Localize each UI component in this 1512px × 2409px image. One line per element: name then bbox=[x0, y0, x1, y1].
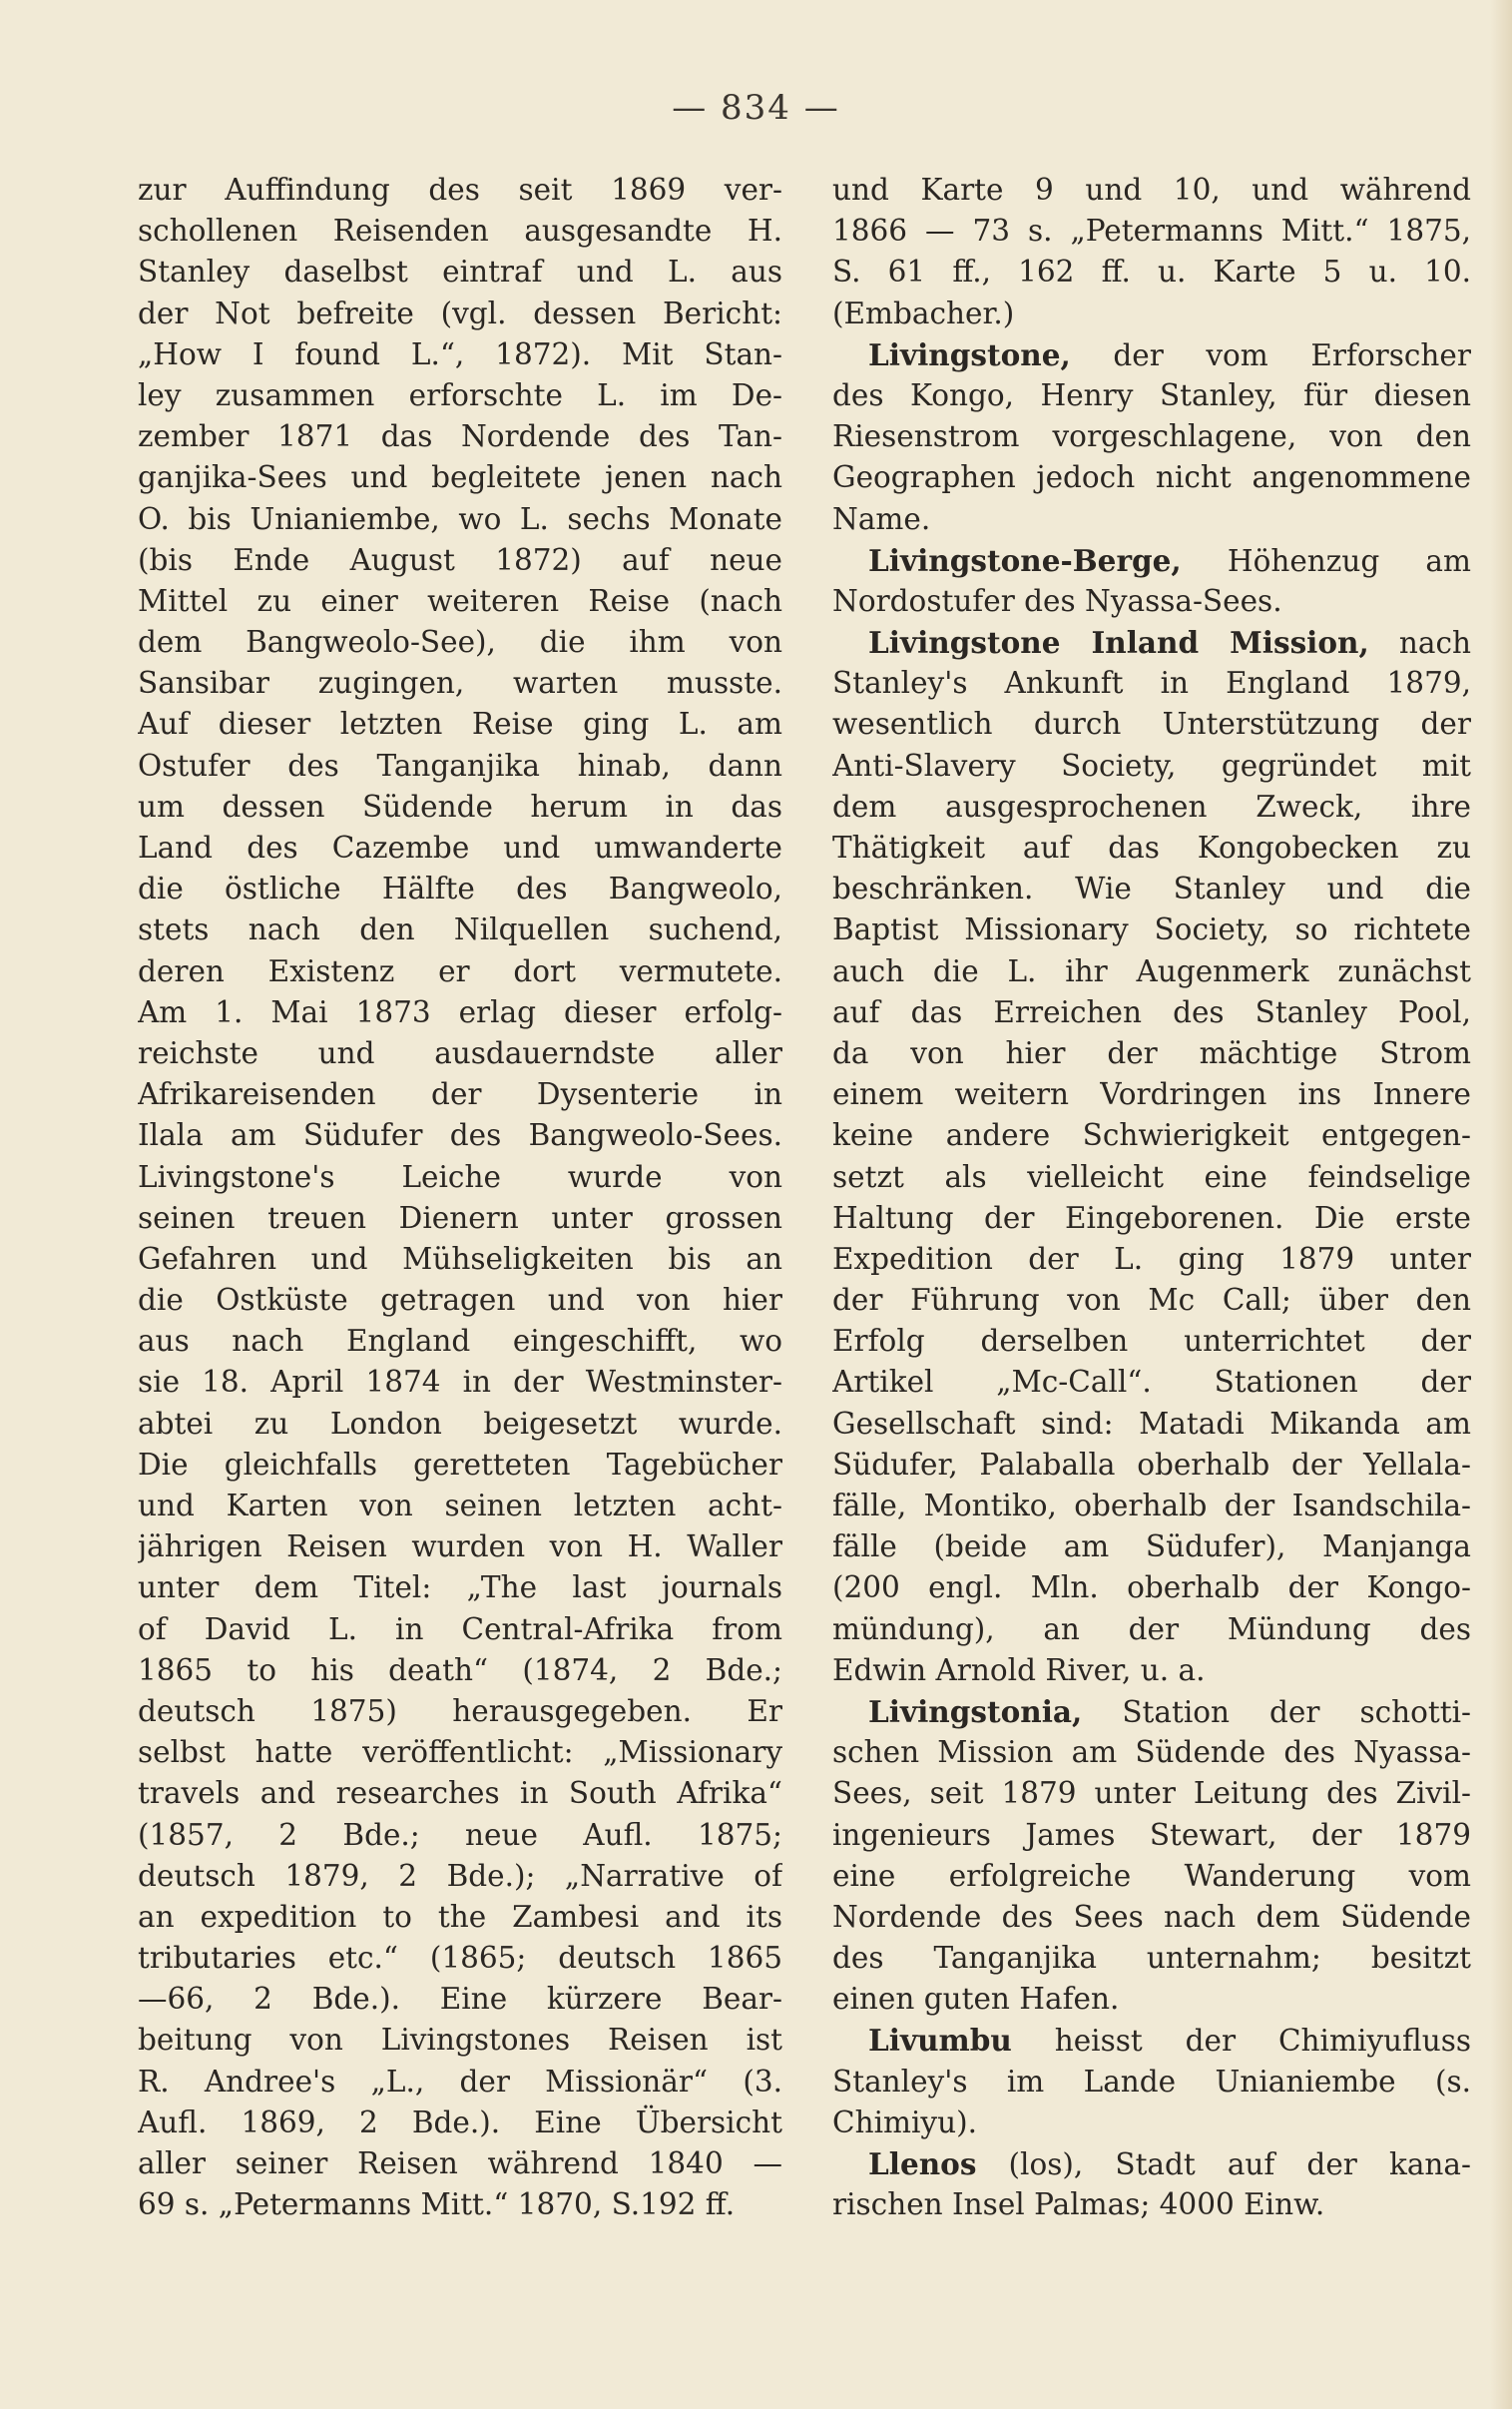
text-line: Stanley daselbst eintraf und L. aus bbox=[138, 255, 782, 290]
text-line: reichste und ausdauerndste aller bbox=[138, 1035, 782, 1070]
text-line bbox=[832, 457, 1471, 498]
text-line bbox=[832, 1321, 1471, 1362]
entry-text: heisst der Chimiyufluss bbox=[1011, 2024, 1471, 2059]
text-line bbox=[832, 787, 1471, 828]
text-line: Ilala am Südufer des Bangweolo-Sees. bbox=[138, 1118, 782, 1153]
entry-text: des Tanganjika unternahm; besitzt bbox=[832, 1941, 1471, 1976]
text-line bbox=[832, 1157, 1471, 1198]
text-line bbox=[832, 1732, 1471, 1773]
text-line bbox=[832, 2184, 1471, 2225]
entry-text: Nordostufer des Nyassa-Sees. bbox=[832, 583, 1282, 618]
text-line: Ostufer des Tanganjika hinab, dann bbox=[138, 748, 782, 783]
text-line: zur Auffindung des seit 1869 ver- bbox=[138, 173, 782, 207]
entry-text: rischen Insel Palmas; 4000 Einw. bbox=[832, 2187, 1325, 2222]
text-line: schollenen Reisenden ausgesandte H. bbox=[138, 214, 782, 249]
entry-text: (Embacher.) bbox=[832, 296, 1015, 330]
text-line: O. bis Unianiembe, wo L. sechs Monate bbox=[138, 501, 782, 536]
text-line bbox=[832, 746, 1471, 787]
text-line: deutsch 1875) herausgegeben. Er bbox=[138, 1693, 782, 1728]
text-line: Afrikareisenden der Dysenterie in bbox=[138, 1077, 782, 1112]
text-line: travels and researches in South Afrika“ bbox=[138, 1776, 782, 1811]
entry-headword: Livingstone, bbox=[868, 336, 1071, 372]
page-edge-shading bbox=[1490, 0, 1512, 2409]
text-line: ley zusammen erforschte L. im De- bbox=[138, 377, 782, 412]
text-line: an expedition to the Zambesi and its bbox=[138, 1899, 782, 1934]
entry-text: Expedition der L. ging 1879 unter bbox=[832, 1241, 1471, 1276]
entry-text: einem weitern Vordringen ins Innere bbox=[832, 1077, 1471, 1112]
text-line bbox=[832, 1362, 1471, 1403]
page-number: — 834 — bbox=[672, 88, 840, 128]
text-line: die östliche Hälfte des Bangweolo, bbox=[138, 872, 782, 906]
text-line bbox=[832, 1526, 1471, 1567]
text-line bbox=[832, 1280, 1471, 1321]
text-line bbox=[832, 1773, 1471, 1814]
text-line bbox=[832, 1074, 1471, 1115]
text-line: tributaries etc.“ (1865; deutsch 1865 bbox=[138, 1941, 782, 1976]
text-line: Auf dieser letzten Reise ging L. am bbox=[138, 707, 782, 742]
text-line: R. Andree's „L., der Missionär“ (3. bbox=[138, 2064, 782, 2099]
text-line bbox=[832, 663, 1471, 704]
text-line bbox=[832, 1445, 1471, 1486]
entry-first-line bbox=[832, 2143, 1471, 2184]
text-line: Sansibar zugingen, warten musste. bbox=[138, 666, 782, 701]
text-line bbox=[832, 2103, 1471, 2143]
text-line bbox=[832, 1650, 1471, 1691]
entry-first-line bbox=[832, 622, 1471, 663]
entry-text: Sees, seit 1879 unter Leitung des Zivil- bbox=[832, 1776, 1471, 1811]
text-line: seinen treuen Dienern unter grossen bbox=[138, 1200, 782, 1235]
text-line: selbst hatte veröffentlicht: „Missionary bbox=[138, 1735, 782, 1770]
text-line bbox=[832, 1815, 1471, 1856]
entry-text: Erfolg derselben unterrichtet der bbox=[832, 1324, 1471, 1359]
entry-text: Chimiyu). bbox=[832, 2105, 977, 2139]
entry-text: Geographen jedoch nicht angenommene bbox=[832, 460, 1471, 495]
text-line bbox=[832, 294, 1471, 334]
text-line bbox=[832, 499, 1471, 540]
text-line bbox=[832, 211, 1471, 252]
text-line: jährigen Reisen wurden von H. Waller bbox=[138, 1529, 782, 1564]
text-line bbox=[832, 252, 1471, 293]
text-line: Aufl. 1869, 2 Bde.). Eine Übersicht bbox=[138, 2105, 782, 2139]
entry-text: der Führung von Mc Call; über den bbox=[832, 1283, 1471, 1318]
entry-text: Nordende des Sees nach dem Südende bbox=[832, 1899, 1471, 1934]
entry-text: Haltung der Eingeborenen. Die erste bbox=[832, 1200, 1471, 1235]
entry-text: Name. bbox=[832, 501, 931, 536]
text-line bbox=[832, 1979, 1471, 2020]
text-line: deutsch 1879, 2 Bde.); „Narrative of bbox=[138, 1858, 782, 1893]
entry-headword: Livingstone-Berge, bbox=[868, 542, 1182, 578]
text-line: um dessen Südende herum in das bbox=[138, 789, 782, 824]
text-line: aus nach England eingeschifft, wo bbox=[138, 1324, 782, 1359]
text-line bbox=[832, 1115, 1471, 1156]
text-line: Die gleichfalls geretteten Tagebücher bbox=[138, 1447, 782, 1482]
text-line bbox=[832, 375, 1471, 416]
text-line: unter dem Titel: „The last journals bbox=[138, 1570, 782, 1605]
text-line bbox=[832, 1239, 1471, 1280]
text-line bbox=[832, 1033, 1471, 1074]
entry-text: Baptist Missionary Society, so richtete bbox=[832, 912, 1471, 947]
text-line bbox=[832, 1404, 1471, 1445]
entry-text: auch die L. ihr Augenmerk zunächst bbox=[832, 953, 1471, 988]
entry-text: Höhenzug am bbox=[1181, 543, 1471, 578]
entry-text: Station der schotti- bbox=[1082, 1694, 1471, 1729]
left-column bbox=[138, 170, 782, 2225]
entry-headword: Livumbu bbox=[868, 2023, 1012, 2059]
text-line: Gefahren und Mühseligkeiten bis an bbox=[138, 1241, 782, 1276]
text-line bbox=[832, 1938, 1471, 1979]
text-line: abtei zu London beigesetzt wurde. bbox=[138, 1406, 782, 1441]
text-line bbox=[832, 1897, 1471, 1938]
text-line bbox=[832, 581, 1471, 622]
text-line bbox=[832, 992, 1471, 1033]
entry-text: Südufer, Palaballa oberhalb der Yellala- bbox=[832, 1447, 1471, 1482]
text-line: 69 s. „Petermanns Mitt.“ 1870, S.192 ff. bbox=[138, 2187, 736, 2222]
entry-text: eine erfolgreiche Wanderung vom bbox=[832, 1858, 1471, 1893]
text-line bbox=[832, 1856, 1471, 1897]
text-line: of David L. in Central-Afrika from bbox=[138, 1611, 782, 1646]
text-line: und Karten von seinen letzten acht- bbox=[138, 1489, 782, 1522]
text-line: „How I found L.“, 1872). Mit Stan- bbox=[138, 336, 782, 371]
text-line bbox=[832, 1486, 1471, 1526]
text-line bbox=[832, 869, 1471, 909]
text-line: Land des Cazembe und umwanderte bbox=[138, 831, 782, 865]
entry-text: schen Mission am Südende des Nyassa- bbox=[832, 1735, 1471, 1770]
text-line: sie 18. April 1874 in der Westminster- bbox=[138, 1365, 782, 1400]
right-column bbox=[832, 170, 1471, 2225]
text-line bbox=[832, 828, 1471, 869]
entry-text: mündung), an der Mündung des bbox=[832, 1611, 1471, 1646]
entry-text: Thätigkeit auf das Kongobecken zu bbox=[832, 831, 1471, 865]
text-line: der Not befreite (vgl. dessen Bericht: bbox=[138, 296, 782, 330]
entry-headword: Livingstonia, bbox=[868, 1693, 1083, 1729]
entry-text: auf das Erreichen des Stanley Pool, bbox=[832, 994, 1471, 1029]
entry-text: einen guten Hafen. bbox=[832, 1982, 1120, 2017]
entry-first-line bbox=[832, 334, 1471, 375]
text-line: deren Existenz er dort vermutete. bbox=[138, 953, 782, 988]
entry-text: (los), Stadt auf der kana- bbox=[976, 2147, 1471, 2181]
entry-text: ingenieurs James Stewart, der 1879 bbox=[832, 1817, 1471, 1852]
text-line: die Ostküste getragen und von hier bbox=[138, 1283, 782, 1318]
entry-text: Artikel „Mc-Call“. Stationen der bbox=[832, 1365, 1471, 1400]
text-line: (1857, 2 Bde.; neue Aufl. 1875; bbox=[138, 1817, 782, 1852]
text-line: dem Bangweolo-See), die ihm von bbox=[138, 625, 782, 660]
text-line bbox=[832, 1198, 1471, 1239]
text-line: aller seiner Reisen während 1840 — bbox=[138, 2146, 782, 2180]
entry-first-line bbox=[832, 540, 1471, 581]
entry-text: wesentlich durch Unterstützung der bbox=[832, 707, 1471, 742]
entry-text: Stanley's Ankunft in England 1879, bbox=[832, 666, 1471, 701]
text-line: Am 1. Mai 1873 erlag dieser erfolg- bbox=[138, 994, 782, 1029]
entry-text: dem ausgesprochenen Zweck, ihre bbox=[832, 789, 1471, 824]
entry-text: Anti-Slavery Society, gegründet mit bbox=[832, 748, 1471, 783]
text-line: 1865 to his death“ (1874, 2 Bde.; bbox=[138, 1652, 782, 1687]
text-line bbox=[832, 951, 1471, 992]
text-line: beitung von Livingstones Reisen ist bbox=[138, 2023, 782, 2058]
entry-text: keine andere Schwierigkeit entgegen- bbox=[832, 1118, 1471, 1153]
entry-text: Edwin Arnold River, u. a. bbox=[832, 1652, 1206, 1687]
text-line bbox=[832, 2062, 1471, 2103]
entry-text: 1866 — 73 s. „Petermanns Mitt.“ 1875, bbox=[832, 214, 1471, 249]
entry-text: Gesellschaft sind: Matadi Mikanda am bbox=[832, 1406, 1471, 1441]
text-line: stets nach den Nilquellen suchend, bbox=[138, 912, 782, 947]
text-line bbox=[832, 170, 1471, 211]
text-line: (bis Ende August 1872) auf neue bbox=[138, 542, 782, 577]
entry-text: fälle, Montiko, oberhalb der Isandschila- bbox=[832, 1489, 1471, 1522]
entry-text: da von hier der mächtige Strom bbox=[832, 1035, 1471, 1070]
entry-text: Riesenstrom vorgeschlagene, von den bbox=[832, 419, 1471, 454]
text-line bbox=[832, 909, 1471, 950]
entry-text: Stanley's im Lande Unianiembe (s. bbox=[832, 2064, 1471, 2099]
entry-text: setzt als vielleicht eine feindselige bbox=[832, 1159, 1471, 1194]
entry-text: beschränken. Wie Stanley und die bbox=[832, 872, 1471, 906]
text-line: ganjika-Sees und begleitete jenen nach bbox=[138, 460, 782, 495]
text-line: Mittel zu einer weiteren Reise (nach bbox=[138, 583, 782, 618]
entry-text: der vom Erforscher bbox=[1070, 337, 1471, 372]
entry-text: S. 61 ff., 162 ff. u. Karte 5 u. 10. bbox=[832, 255, 1471, 290]
entry-text: (200 engl. Mln. oberhalb der Kongo- bbox=[832, 1570, 1471, 1605]
entry-first-line bbox=[832, 2020, 1471, 2061]
text-line bbox=[832, 1609, 1471, 1650]
entry-text: fälle (beide am Südufer), Manjanga bbox=[832, 1529, 1471, 1564]
entry-text: nach bbox=[1368, 626, 1471, 661]
text-line bbox=[832, 1567, 1471, 1608]
text-line: zember 1871 das Nordende des Tan- bbox=[138, 419, 782, 454]
text-line: Livingstone's Leiche wurde von bbox=[138, 1159, 782, 1194]
text-line bbox=[832, 416, 1471, 457]
entry-text: des Kongo, Henry Stanley, für diesen bbox=[832, 377, 1471, 412]
entry-headword: Livingstone Inland Mission, bbox=[868, 625, 1369, 661]
entry-headword: Llenos bbox=[868, 2146, 977, 2181]
entry-text: und Karte 9 und 10, und während bbox=[832, 173, 1471, 207]
text-line: —66, 2 Bde.). Eine kürzere Bear- bbox=[138, 1982, 782, 2017]
text-line bbox=[832, 704, 1471, 745]
entry-first-line bbox=[832, 1691, 1471, 1732]
